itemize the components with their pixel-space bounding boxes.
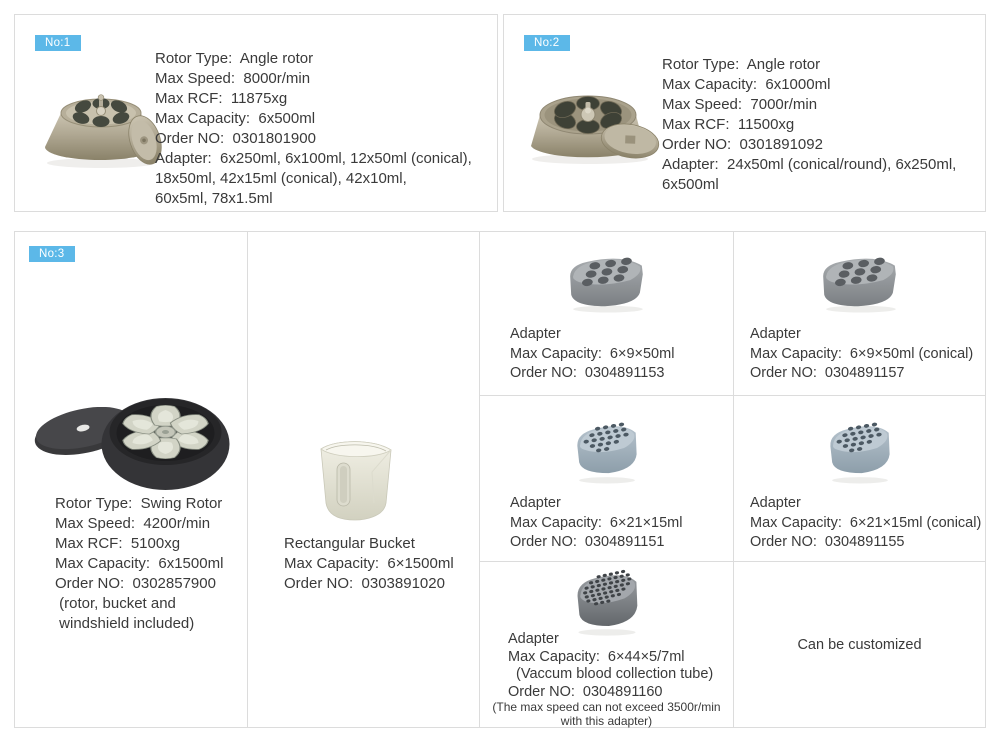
- bucket-illustration: [312, 432, 400, 526]
- spec-line: Adapter: [750, 326, 801, 342]
- spec-line: Max Capacity: 6×9×50ml: [510, 345, 675, 362]
- spec-line: 60x5ml, 78x1.5ml: [155, 190, 273, 207]
- spec-line: Order NO: 0304891157: [750, 365, 905, 381]
- adapter-6x21x15-conical-image: [825, 420, 895, 485]
- spec-line: Order NO: 0302857900: [55, 575, 216, 592]
- spec-line: Order NO: 0303891020: [284, 575, 445, 592]
- spec-line: 18x50ml, 42x15ml (conical), 42x10ml,: [155, 170, 407, 187]
- angle-rotor-6x1000-image: [526, 89, 660, 167]
- spec-line: Order NO: 0304891160: [508, 683, 663, 700]
- adapter-specs: [508, 631, 713, 701]
- bucket-specs: [284, 534, 454, 594]
- spec-line: Rotor Type: Angle rotor: [662, 56, 821, 73]
- angle-rotor-illustration: [43, 91, 167, 171]
- swing-rotor-cell: [15, 232, 248, 727]
- rectangular-bucket-image: [312, 432, 400, 526]
- spec-line: Max Capacity: 6×44×5/7ml: [508, 648, 685, 665]
- spec-line: Max RCF: 5100xg: [55, 535, 181, 552]
- spec-line: (Vaccum blood collection tube): [508, 666, 714, 682]
- spec-line: Max RCF: 11875xg: [155, 90, 288, 107]
- adapter-cell-6x9x50: [480, 232, 733, 395]
- spec-line: Order NO: 0304891155: [750, 534, 905, 550]
- spec-line: Order NO: 0301801900: [155, 130, 316, 147]
- spec-line: Max RCF: 11500xg: [662, 116, 795, 133]
- spec-line: Max Capacity: 6×21×15ml: [510, 514, 683, 531]
- spec-line: Order NO: 0304891153: [510, 365, 665, 381]
- spec-line: Order NO: 0304891151: [510, 534, 665, 550]
- rotor-panel-1: [14, 14, 498, 212]
- angle-rotor-6x500-image: [43, 91, 167, 171]
- spec-line: Max Speed: 4200r/min: [55, 515, 211, 532]
- adapter-6x44x5-7-image: [571, 569, 643, 637]
- rotor-1-specs: [155, 49, 472, 209]
- spec-line: Adapter: 6x250ml, 6x100ml, 12x50ml (conical),: [155, 150, 472, 167]
- adapter-specs: [510, 494, 682, 553]
- spec-line: Rotor Type: Angle rotor: [155, 50, 314, 67]
- max-speed-note: [480, 700, 733, 728]
- adapter-cell-6x44x5-7: [480, 561, 733, 727]
- rotor-2-specs: [662, 55, 956, 195]
- spec-line: (rotor, bucket and: [55, 595, 176, 612]
- spec-line: Max Capacity: 6x500ml: [155, 110, 316, 127]
- adapter-cell-6x21x15: [480, 395, 733, 561]
- bucket-cell: [248, 232, 480, 727]
- note-line: (The max speed can not exceed 3500r/min: [492, 700, 721, 714]
- spec-line: Order NO: 0301891092: [662, 136, 823, 153]
- badge-no1: No:1: [35, 35, 81, 51]
- adapter-specs: [750, 494, 981, 553]
- adapter-cell-6x9x50-conical: [733, 232, 985, 395]
- spec-line: Rotor Type: Swing Rotor: [55, 495, 223, 512]
- rotor-panel-3: [14, 231, 986, 728]
- spec-line: Adapter: [508, 631, 559, 647]
- spec-line: Max Capacity: 6x1500ml: [55, 555, 224, 572]
- spec-line: Adapter: [510, 326, 561, 342]
- can-be-customized-label: Can be customized: [797, 636, 922, 653]
- adapter-illustration: [825, 420, 895, 485]
- spec-line: Max Speed: 8000r/min: [155, 70, 311, 87]
- adapter-illustration: [564, 253, 650, 313]
- adapter-6x9x50-image: [564, 253, 650, 313]
- spec-line: windshield included): [55, 615, 195, 632]
- spec-line: Adapter: 24x50ml (conical/round), 6x250ml,: [662, 156, 957, 173]
- adapter-illustration: [572, 420, 642, 485]
- angle-rotor-illustration: [526, 89, 660, 167]
- adapter-6x21x15-image: [572, 420, 642, 485]
- badge-no3: No:3: [29, 246, 75, 262]
- spec-line: 6x500ml: [662, 176, 719, 193]
- spec-line: Rectangular Bucket: [284, 535, 415, 552]
- adapter-specs: [510, 325, 674, 384]
- badge-no2: No:2: [524, 35, 570, 51]
- adapter-illustration: [817, 253, 903, 313]
- spec-line: Max Capacity: 6×21×15ml (conical): [750, 514, 982, 531]
- adapter-cell-6x21x15-conical: [733, 395, 985, 561]
- spec-line: Max Capacity: 6×1500ml: [284, 555, 454, 572]
- spec-line: Adapter: [750, 495, 801, 511]
- spec-line: Max Speed: 7000r/min: [662, 96, 818, 113]
- rotor-panel-2: [503, 14, 986, 212]
- swing-rotor-image: [31, 380, 237, 492]
- adapter-6x9x50-conical-image: [817, 253, 903, 313]
- spec-line: Max Capacity: 6x1000ml: [662, 76, 831, 93]
- spec-line: Adapter: [510, 495, 561, 511]
- adapter-illustration: [571, 569, 643, 637]
- spec-line: Max Capacity: 6×9×50ml (conical): [750, 345, 974, 362]
- note-line: with this adapter): [560, 714, 653, 728]
- adapter-specs: [750, 325, 973, 384]
- customizable-cell: [733, 561, 985, 727]
- swing-rotor-illustration: [31, 380, 237, 492]
- swing-rotor-specs: [55, 494, 223, 634]
